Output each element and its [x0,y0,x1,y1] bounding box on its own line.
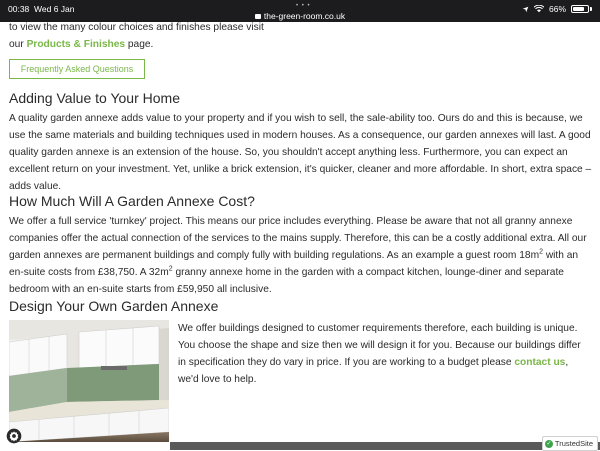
paragraph-adding-value: A quality garden annexe adds value to your property and if you wish to sell, the sale-ability too. Ours do and this is because, we use the same materials and building techniques used in modern houses. As a consequence, our garden annexes will last. A good quality garden annexe is an extension of the house. So, you shouldn't accept anything less. Furthermore, you can expect an excellent return on your investment. Yet, unlike a brick extension, it's quicker, cleaner and more affordable. In short, extra space – adds value. [9,113,592,192]
faq-button[interactable]: Frequently Asked Questions [9,59,145,79]
contact-us-link[interactable]: contact us [514,357,566,368]
battery-icon [571,5,589,13]
trustedsite-badge[interactable]: ✓ TrustedSite [542,436,598,451]
heading-annexe-cost: How Much Will A Garden Annexe Cost? [9,193,255,209]
paragraph-design-annexe: We offer buildings designed to customer requirements therefore, each building is unique. You choose the shape and size then we will design it for you. Because our buildings differ in specification they do vary in price. If you are working to a budget please contact us, we'd love to help. [178,323,581,385]
status-bar [0,0,600,22]
wifi-icon [534,5,544,13]
url-text: the-green-room.co.uk [263,11,346,21]
heading-adding-value: Adding Value to Your Home [9,90,180,106]
products-finishes-link[interactable]: Products & Finishes [26,39,126,50]
check-icon: ✓ [546,440,552,447]
paragraph-annexe-cost: We offer a full service 'turnkey' project. This means our price includes everything. Please be aware that not all granny annexe companies offer the actual connection of the services to the mains supply. Therefore, this can be a costly additional extra. All our garden annexes are permanent buildings and comply fully with building regulations. As an example a guest room $18m^2$ with an en-suite costs from £38,750. A $32m^2$ granny annexe home in the garden with a compact kitchen, lounge-diner and separate bedroom with an en-suite starts from £59,950 all inclusive. [9,216,587,295]
intro-text: to view the many colour choices and finishes please visit our Products & Finishes page. [9,22,264,50]
multitask-dots[interactable]: • • • [296,3,311,9]
bottom-image-strip [170,442,600,450]
address-bar[interactable] [0,11,600,21]
status-icons [522,4,592,14]
location-icon [522,6,529,13]
gear-icon[interactable] [6,428,22,444]
status-time: 00:38 Wed 6 Jan [8,4,75,14]
kitchen-photo [9,320,169,442]
battery-percent: 66% [548,4,566,14]
heading-design-annexe: Design Your Own Garden Annexe [9,298,219,314]
lock-icon [255,14,261,19]
